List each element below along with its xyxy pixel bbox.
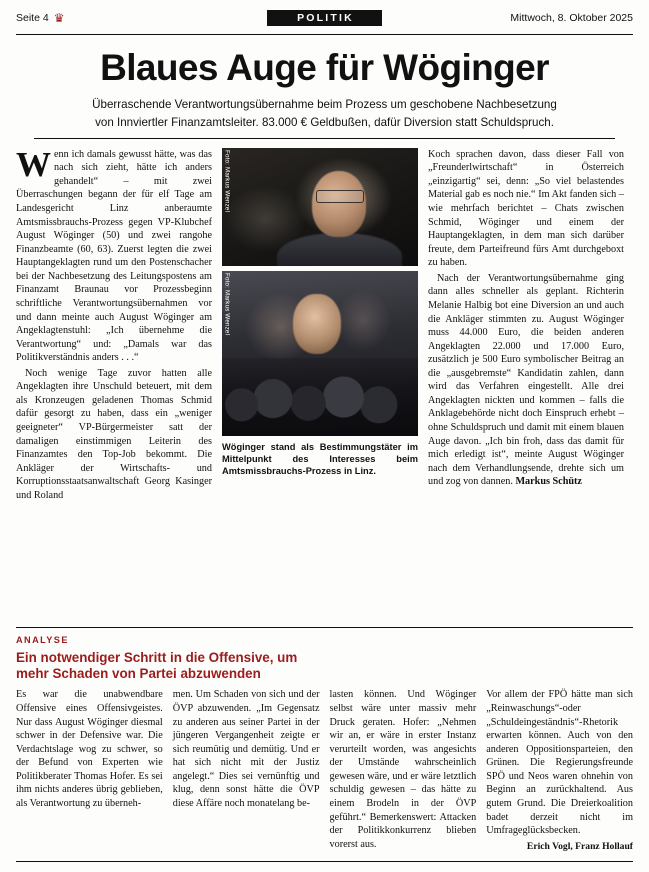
page-label: Seite 4 [16, 12, 49, 24]
analysis-column-3 [330, 688, 477, 853]
analysis-column-2 [173, 688, 320, 853]
article-paragraph: Wenn ich damals gewusst hätte, was das nach sich zieht, hätte ich anders gehandelt“ – mit zwei Überraschungen begann der für elf Tage am Landesgericht Linz anberaumte Amtsmissbrauchs-Prozess gegen VP-Klubchef August Wöginger (50) und zwei rangohe Finanzbeamte (60, 63). Zuerst legten die zwei Hauptangeklagten rund um den Postenschacher bei der Nachbesetzung des Leitungspostens am Finanzamt Braunau vor Prozessbeginn schriftliche Verantwortungsübernahmen vor und dann meinte auch August Wöginger am Angeklagtenstuhl: „Ich übernehme die Verantwortung“ und: „Damals war das Politikverständnis anders . . .“ [16, 144, 212, 364]
article-body [16, 144, 633, 618]
photo-shape-face [312, 171, 366, 237]
analysis-title: Ein notwendiger Schritt in die Offensive, um mehr Schaden von Partei abzuwenden [16, 649, 298, 682]
photo-credit-top: Foto: Markus Wenzel [223, 149, 231, 212]
article-column-3 [428, 148, 624, 618]
article-column-1 [16, 144, 212, 618]
article-paragraph-text: Nach der Verantwortungsübernahme ging dann alles schneller als geplant. Richterin Melanie Halbig bot eine Diversion an und auch die Ankläger stimmten zu. August Wöginger muss 44.000 Euro, die beiden anderen Angeklagten 22.000 und 17.000 Euro, zusätzlich je 500 Euro symbolischer Beitrag an die „ausgebremste“ Kandidatin zahlen, dann wird das Verfahren eingestellt. Alle drei Angeklagten nickten und kommen – falls die Anklagebehörde nicht doch Einspruch erhebt – ohne Schuldspruch und damit mit einem blauen Auge davon. „Ich bin froh, dass das damit für mich erledigt ist“, meinte August Wöginger nach dem Verhandlungsende, drehte sich um und zog von dannen. [428, 272, 624, 488]
analysis-paragraph: men. Um Schaden von sich und der ÖVP abzuwenden. „Im Gegensatz zu anderen aus seiner Partei in der jüngeren Vergangenheit zeigte er sich reumütig und demütig. Und er hat sich nicht mit der Justiz angelegt.“ Dies sei vernünftig und klug, denn sonst hätte die ÖVP diese Affäre noch monatelang be- [172, 689, 320, 809]
analysis-paragraph: Vor allem der FPÖ hätte man sich „Reinwaschungs“-oder „Schuldeingeständnis“-Rhetorik erwarten können. Auch von den anderen Oppositionsparteien, den Grünen. Die Regierungsfreunde SPÖ und Neos waren ohnehin von Beginn an zurückhaltend. Aus gutem Grund. Die Dreierkoalition badet derzeit nicht im Umfrageglücksbecken. [486, 689, 633, 837]
analysis-column-4 [486, 688, 633, 853]
masthead-divider [16, 34, 633, 35]
article-paragraph [428, 272, 624, 489]
page-title: Blaues Auge für Wöginger [100, 47, 549, 88]
analysis-box [16, 627, 633, 863]
article-paragraph: Koch sprachen davon, dass dieser Fall von „Freunderlwirtschaft“ in Österreich „einzigartig“ sei, denn: „So viel belastendes Material gab es noch nie.“ Im Akt fanden sich – wie mehrfach berichtet – Chats zwischen Schmid, Wöginger und einem der Hauptangeklagten, in dem man sich darüber freute, dem Parteifreund fürs Amt durchgeboxt zu haben. [428, 148, 624, 269]
photo-shape-crowd [222, 358, 418, 436]
photo-mid-wrap [222, 271, 418, 436]
analysis-paragraph: Es war die unabwendbare Offensive eines Offensivgeistes. Nur dass August Wöginger diesmal schwer in der Defensive war. Die Verdachtslage wog zu schwer, so der Befund von Experten wie Politikberater Thomas Hofer. Es sei ihm nichts anderes übrig geblieben, als Verantwortung zu überneh- [16, 689, 163, 809]
subheadline-line-2: von Innviertler Finanzamtsleiter. 83.000 € Geldbußen, dafür Diversion statt Schuldspruch. [34, 115, 615, 139]
analysis-paragraph: lasten können. Und Wöginger selbst wäre unter massiv mehr Druck geraten. Hofer: „Nehmen wir an, er wäre in erster Instanz verurteilt worden, was angesichts der Umstände wahrscheinlich gewesen wäre, und er wäre letztlich schuldig gewesen – das hätte zu einem Brodeln in der ÖVP geführt.“ Bemerkenswert: Attacken der Politikkonkurrenz blieben vorerst aus. [329, 689, 477, 850]
analysis-body [16, 688, 633, 853]
subheadline-line-1: Überraschende Verantwortungsübernahme beim Prozess um geschobene Nachbesetzung [92, 98, 557, 112]
photo-shape-person [293, 294, 341, 354]
article-byline: Markus Schütz [515, 476, 582, 488]
photo-woeginger-portrait [222, 148, 418, 266]
analysis-label: ANALYSE [16, 634, 69, 645]
photo-courtroom-media [222, 271, 418, 436]
photo-shape-glasses [316, 190, 364, 203]
article-paragraph: Noch wenige Tage zuvor hatten alle Angeklagten ihre Unschuld beteuert, mit dem als Kronzeugen geladenen Thomas Schmid dafür gesorgt zu haben, dass ein „weniger geeigneter“ VP-Bürgermeister satt der damaligen einstimmigen Leiterin des Finanzamtes den Top-Job bekommt. Die Ankläger der Wirtschafts- und Korruptionsstaatsanwaltschaft Georg Kasinger und Roland [16, 367, 212, 501]
masthead [16, 10, 633, 30]
photo-top-wrap [222, 148, 418, 266]
analysis-column-1 [16, 688, 163, 853]
photo-caption: Wöginger stand als Bestimmungstäter im Mittelpunkt des Interesses beim Amtsmissbrauchs-Prozess in Linz. [222, 441, 418, 477]
masthead-left [16, 12, 166, 24]
article-column-2 [222, 148, 418, 618]
photo-shape-shoulder [277, 233, 402, 266]
analysis-byline: Erich Vogl, Franz Hollauf [526, 840, 633, 852]
issue-date: Mittwoch, 8. Oktober 2025 [510, 12, 633, 24]
section-badge: POLITIK [267, 10, 382, 26]
photo-credit-mid: Foto: Markus Wenzel [223, 272, 231, 335]
crown-icon: ♛ [53, 11, 65, 25]
